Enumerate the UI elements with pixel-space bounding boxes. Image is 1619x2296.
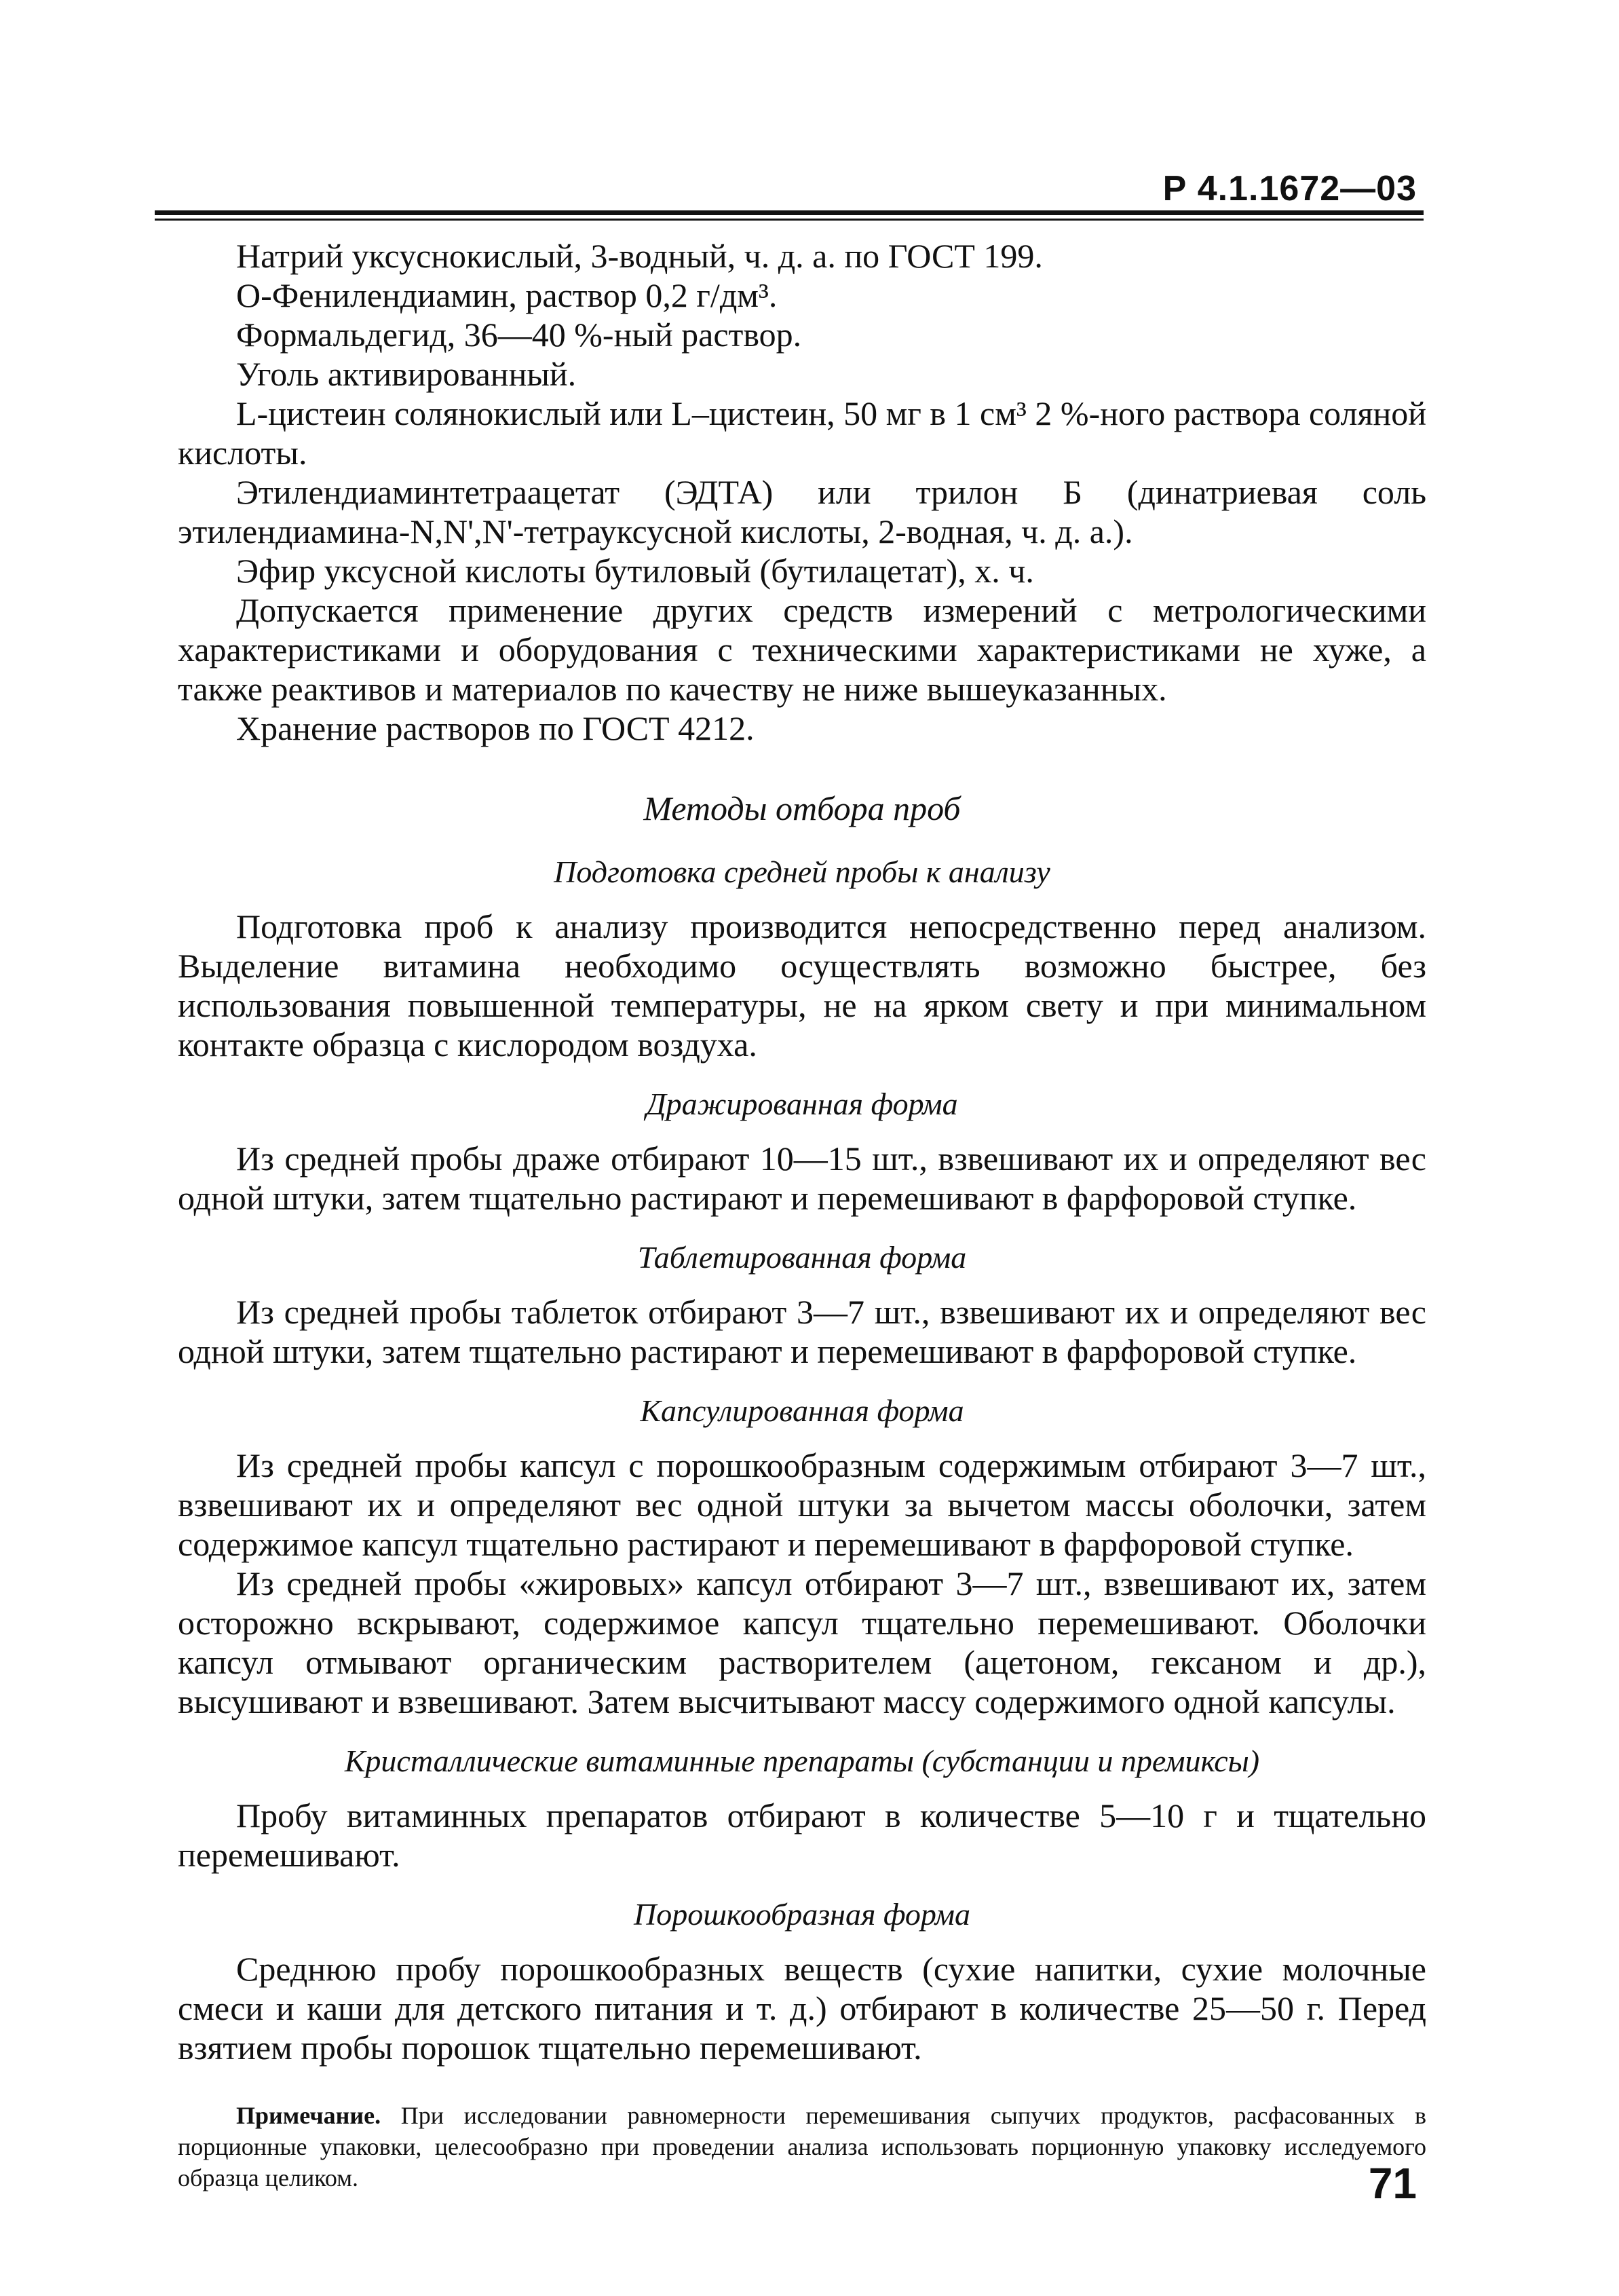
storage-line: Хранение растворов по ГОСТ 4212. (236, 709, 755, 747)
subsection-heading-crystal: Кристаллические витаминные препараты (субстанции и премиксы) (344, 1744, 1260, 1778)
subsection-heading-capsule: Капсулированная форма (640, 1393, 964, 1428)
dragee-paragraph: Из средней пробы драже отбирают 10—15 шт., взвешивают их и определяют вес одной штуки, затем тщательно растирают и перемешивают в фарфоровой ступке. (178, 1140, 1426, 1217)
subsection-heading-powder: Порошкообразная форма (633, 1897, 970, 1932)
reagent-line: О-Фенилендиамин, раствор 0,2 г/дм³. (236, 276, 778, 314)
preparation-paragraph: Подготовка проб к анализу производится непосредственно перед анализом. Выделение витамина необходимо осуществлять возможно быстрее, без использования повышенной температуры, не на ярком свету и при минимальном контакте образца с кислородом воздуха. (178, 907, 1426, 1064)
subsection-heading-tablet: Таблетированная форма (637, 1240, 967, 1275)
note (178, 2100, 1426, 2194)
reagent-line: Эфир уксусной кислоты бутиловый (бутилацетат), х. ч. (236, 552, 1034, 590)
subsection-heading-preparation: Подготовка средней пробы к анализу (554, 854, 1050, 889)
reagent-paragraph: Этилендиаминтетраацетат (ЭДТА) или трилон Б (динатриевая соль этилендиамина-N,N',N'-тетрауксусной кислоты, 2-водная, ч. д. а.). (178, 473, 1426, 550)
substitution-paragraph: Допускается применение других средств измерений с метрологическими характеристиками и оборудования с техническими характеристиками не хуже, а также реактивов и материалов по качеству не ниже вышеуказанных. (178, 591, 1426, 708)
capsule-paragraph-1: Из средней пробы капсул с порошкообразным содержимым отбирают 3—7 шт., взвешивают их и определяют вес одной штуки за вычетом массы оболочки, затем содержимое капсул тщательно растирают и перемешивают в фарфоровой ступке. (178, 1446, 1426, 1563)
reagent-paragraph: L-цистеин солянокислый или L–цистеин, 50 мг в 1 см³ 2 %-ного раствора соляной кислоты. (178, 394, 1426, 472)
reagent-line: Уголь активированный. (236, 355, 577, 393)
section-title: Методы отбора проб (643, 789, 961, 827)
document-code: Р 4.1.1672—03 (1162, 169, 1417, 208)
body-text (178, 236, 1426, 2194)
capsule-paragraph-2: Из средней пробы «жировых» капсул отбирают 3—7 шт., взвешивают их, затем осторожно вскрывают, содержимое капсул тщательно перемешивают. Оболочки капсул отмывают органическим растворителем (ацетоном, гексаном и др.), высушивают и взвешивают. Затем высчитывают массу содержимого одной капсулы. (178, 1564, 1426, 1720)
reagent-line: Натрий уксуснокислый, 3-водный, ч. д. а. по ГОСТ 199. (236, 237, 1043, 275)
subsection-heading-dragee: Дражированная форма (646, 1087, 958, 1121)
tablet-paragraph: Из средней пробы таблеток отбирают 3—7 шт., взвешивают их и определяют вес одной штуки, затем тщательно растирают и перемешивают в фарфоровой ступке. (178, 1293, 1426, 1370)
header-rule-thin (155, 219, 1424, 221)
powder-paragraph: Среднюю пробу порошкообразных веществ (сухие напитки, сухие молочные смеси и каши для детского питания и т. д.) отбирают в количестве 25—50 г. Перед взятием пробы порошок тщательно перемешивают. (178, 1950, 1426, 2067)
header-rule-thick (155, 210, 1424, 215)
reagent-line: Формальдегид, 36—40 %-ный раствор. (236, 316, 802, 354)
crystal-paragraph: Пробу витаминных препаратов отбирают в количестве 5—10 г и тщательно перемешивают. (178, 1796, 1426, 1874)
note-label: Примечание. (236, 2102, 381, 2129)
note-text: При исследовании равномерности перемешивания сыпучих продуктов, расфасованных в порционные упаковки, целесообразно при проведении анализа использовать порционную упаковку исследуемого образца целиком. (178, 2102, 1426, 2191)
page-number: 71 (1368, 2159, 1417, 2208)
